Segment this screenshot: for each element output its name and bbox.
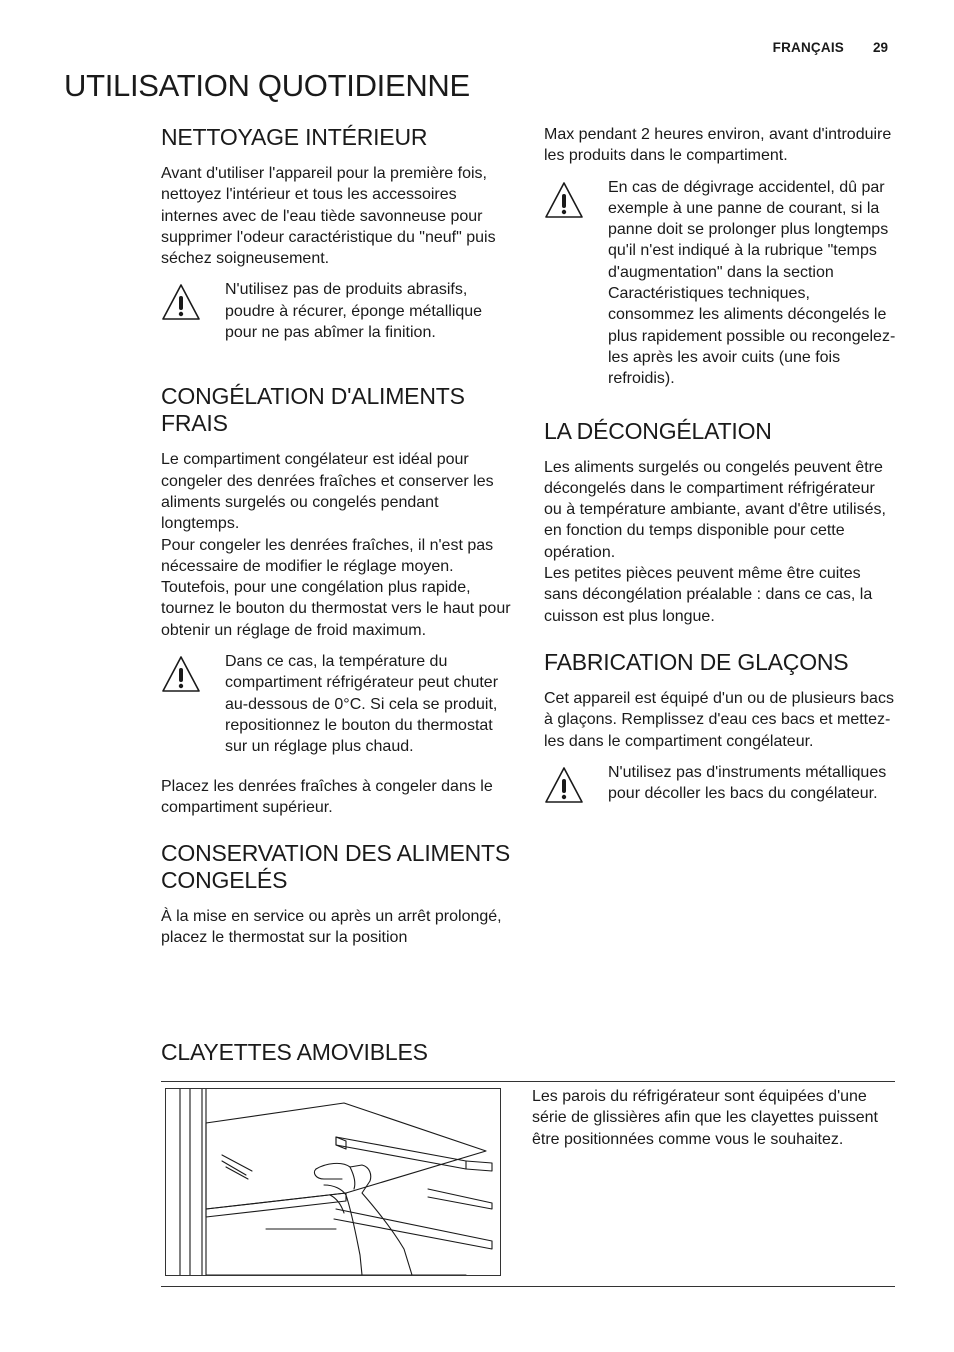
warning-icon (161, 655, 201, 695)
warning-block (544, 177, 896, 390)
divider (161, 1286, 895, 1287)
left-column (161, 124, 511, 949)
clayettes-body: Les parois du réfrigérateur sont équipées d'une série de glissières afin que les clayettes puissent être positionnées comme vous le souhaitez. (532, 1088, 878, 1148)
warning-text: N'utilisez pas de produits abrasifs, poudre à récurer, éponge métallique pour ne pas abîmer la finition. (225, 281, 483, 342)
warning-icon (544, 766, 584, 806)
decongelation-body-1: Les aliments surgelés ou congelés peuvent être décongelés dans le compartiment réfrigérateur ou à température ambiante, avant d'être utilisés, en fonction du temps disponible pour cette opération. (544, 458, 886, 561)
warning-text: En cas de dégivrage accidentel, dû par exemple à une panne de courant, si la panne doit se prolonger plus longtemps qu'il n'est indiqué à la rubrique "temps d'augmentation" dans la section Caractéristiques techniques, consommez les aliments décongelés le plus rapidement possible ou recongelez-les après les avoir cuits (une fois refroidis). (608, 178, 896, 388)
section-title-conservation: CONSERVATION DES ALIMENTS CONGELÉS (161, 840, 511, 894)
decongelation-body-2: Les petites pièces peuvent même être cuites sans décongélation préalable : dans ce cas, la cuisson est plus longue. (544, 565, 873, 625)
congelation-body-2: Pour congeler les denrées fraîches, il n'est pas nécessaire de modifier le réglage moyen. (161, 536, 494, 575)
section-title-decongelation: LA DÉCONGÉLATION (544, 417, 772, 444)
warning-text: Dans ce cas, la température du compartiment réfrigérateur peut chuter au-dessous de 0°C. Si cela se produit, repositionnez le bouton du thermostat sur un réglage plus chaud. (225, 653, 499, 756)
shelf-illustration (165, 1088, 501, 1276)
conservation-continuation: Max pendant 2 heures environ, avant d'introduire les produits dans le compartiment. (544, 126, 892, 165)
page-title: UTILISATION QUOTIDIENNE (64, 68, 470, 103)
section-title-nettoyage: NETTOYAGE INTÉRIEUR (161, 124, 428, 150)
right-column (544, 124, 896, 824)
warning-block (544, 762, 896, 806)
header-language: FRANÇAIS (772, 40, 844, 55)
congelation-body-4: Placez les denrées fraîches à congeler dans le compartiment supérieur. (161, 777, 493, 816)
shelf-drawing (166, 1089, 500, 1275)
warning-icon (161, 283, 201, 323)
conservation-body: À la mise en service ou après un arrêt prolongé, placez le thermostat sur la position (161, 908, 502, 947)
section-title-clayettes: CLAYETTES AMOVIBLES (161, 1039, 428, 1065)
warning-icon (544, 181, 584, 221)
warning-block (161, 651, 511, 757)
divider (161, 1081, 895, 1082)
section-title-glacons: FABRICATION DE GLAÇONS (544, 648, 849, 675)
warning-block (161, 279, 511, 343)
nettoyage-body: Avant d'utiliser l'appareil pour la première fois, nettoyez l'intérieur et tous les accessoires internes avec de l'eau tiède savonneuse pour supprimer l'odeur caractéristique du "neuf" puis séchez soigneusement. (161, 165, 496, 268)
page-number: 29 (872, 40, 888, 55)
glacons-body: Cet appareil est équipé d'un ou de plusieurs bacs à glaçons. Remplissez d'eau ces bacs et mettez-les dans le compartiment congélateur. (544, 689, 894, 750)
congelation-body-1: Le compartiment congélateur est idéal pour congeler des denrées fraîches et conserver les aliments surgelés ou congelés pendant longtemps. (161, 451, 494, 533)
congelation-body-3: Toutefois, pour une congélation plus rapide, tournez le bouton du thermostat vers le haut pour obtenir un réglage de froid maximum. (161, 579, 511, 639)
section-title-congelation: CONGÉLATION D'ALIMENTS FRAIS (161, 383, 465, 437)
warning-text: N'utilisez pas d'instruments métalliques pour décoller les bacs du congélateur. (608, 763, 887, 803)
